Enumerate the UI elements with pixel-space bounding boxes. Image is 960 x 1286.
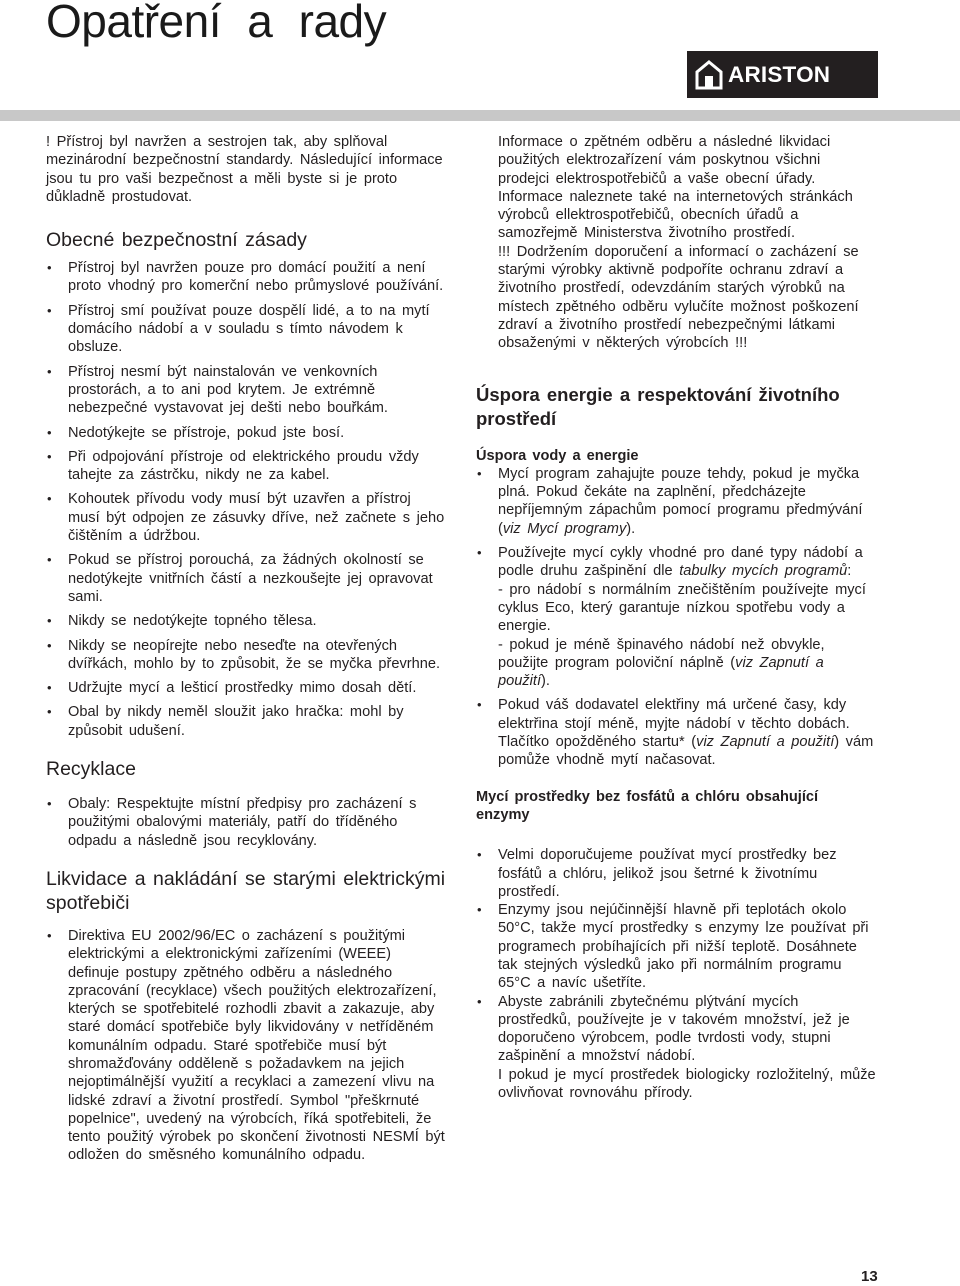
item-text: - pokud je méně špinavého nádobí než obvykle, použijte program poloviční náplně ( bbox=[498, 636, 825, 671]
header-divider bbox=[0, 110, 960, 121]
list-item: • Velmi doporučujeme používat mycí prostředky bez fosfátů a chlóru, jelikož jsou šetrné k životnímu prostředí. bbox=[476, 846, 876, 901]
list-item: • Obal by nikdy neměl sloužit jako hračka: mohl by způsobit udušení. bbox=[46, 703, 448, 740]
water-heading: Úspora vody a energie bbox=[476, 447, 639, 464]
list-item bbox=[476, 696, 876, 769]
water-sub-paragraph bbox=[476, 636, 876, 691]
house-icon bbox=[695, 60, 723, 90]
item-text: ). bbox=[626, 520, 636, 537]
list-item bbox=[476, 544, 876, 581]
list-item: • Obaly: Respektujte místní předpisy pro zacházení s použitými obalovými materiály, patří do tříděného odpadu a následně jsou recyklovány. bbox=[46, 795, 448, 850]
list-item: • Přístroj nesmí být nainstalován ve venkovních prostorách, a to ani pod krytem. Je extrémně nebezpečné vystavovat jej dešti nebo bouřkám. bbox=[46, 363, 448, 418]
detergent-list bbox=[476, 846, 876, 1066]
list-item: • Direktiva EU 2002/96/EC o zacházení s použitými elektrickými a elektronickými zařízeními (WEEE) definuje postupy zpětného odběru a následného zpracování (recyklace) všech použitých elektrozařízení, kterých se spotřebitelé rozhodli zbavit a zakazuje, aby staré domácí spotřebiče byly likvidovány v netříděném komunálním odpadu. Staré spotřebiče musí být shromažďovány odděleně s požadavkem na jejich nejoptimálnější využití a recyklaci a zamezení vlivu na lidské zdraví a životní prostředí. Symbol "přeškrnuté popelnice", uvedený na výrobcích, říká spotřebiteli, že tento použitý výrobek po skončení životnosti NESMÍ být odložen do směsného komunálního odpadu. bbox=[46, 927, 448, 1165]
page-number: 13 bbox=[861, 1268, 878, 1285]
recycle-heading: Recyklace bbox=[46, 758, 136, 781]
detergent-extra-paragraph: I pokud je mycí prostředek biologicky rozložitelný, může ovlivňovat rovnováhu přírody. bbox=[498, 1066, 876, 1102]
list-item: • Kohoutek přívodu vody musí být uzavřen a přístroj musí být odpojen ze zásuvky dříve, než začnete s jeho čištěním a údržbou. bbox=[46, 490, 448, 545]
ariston-logo bbox=[687, 51, 878, 98]
list-item: • Abyste zabránili zbytečnému plýtvání mycích prostředků, používejte je v takovém množství, jež je doporučeno výrobcem, podle tvrdosti vody, stupni zašpinění a množství nádobí. bbox=[476, 993, 876, 1066]
list-item: • Při odpojování přístroje od elektrického proudu vždy tahejte za zástrčku, nikdy ne za kabel. bbox=[46, 448, 448, 485]
recycle-list bbox=[46, 795, 448, 850]
water-list-cont bbox=[476, 696, 876, 769]
list-item bbox=[476, 465, 876, 538]
list-item: • Udržujte mycí a lešticí prostředky mimo dosah dětí. bbox=[46, 679, 448, 697]
list-item: • Nikdy se neopírejte nebo neseďte na otevřených dvířkách, mohlo by to způsobit, že se myčka převrhne. bbox=[46, 637, 448, 674]
item-text: Používejte mycí cykly vhodné pro dané typy nádobí a podle druhu zašpinění dle bbox=[498, 545, 863, 580]
disposal-list bbox=[46, 927, 448, 1165]
logo-text: ARISTON bbox=[728, 61, 831, 87]
item-reference: tabulky mycích programů bbox=[679, 563, 848, 580]
disposal-heading: Likvidace a nakládání se starými elektrickými spotřebiči bbox=[46, 867, 446, 914]
item-text: Pokud váš dodavatel elektřiny má určené časy, kdy elektrřina stojí méně, myjte nádobí v těchto dobách. Tlačítko opožděného startu* ( bbox=[498, 697, 850, 751]
safety-list bbox=[46, 259, 448, 740]
item-reference: viz Mycí programy bbox=[502, 520, 627, 537]
item-reference: viz Zapnutí a použití bbox=[696, 734, 835, 751]
water-list bbox=[476, 465, 876, 581]
right-column bbox=[476, 133, 876, 1102]
item-text: : bbox=[847, 563, 852, 580]
weee-info-paragraph: Informace o zpětném odběru a následné likvidaci použitých elektrozařízení vám poskytnou všichni prodejci elektrospotřebičů a vaše obecní úřady. Informace naleznete také na internetových stránkách výrobců ellektrospotřebičů, obecních úřadů a samozřejmě Ministerstva životního prostředí. bbox=[498, 134, 853, 242]
safety-heading: Obecné bezpečnostní zásady bbox=[46, 229, 307, 252]
weee-warning-paragraph: !!! Dodržením doporučení a informací o zacházení se starými výrobky aktivně podpoříte ochranu zdraví a životního prostředí, odevzdáním starých výrobků na místech zpětného odběru vylučíte možnost poškození zdraví a životního prostředí nebezpečnými látkami obsaženými v některých výrobcích !!! bbox=[498, 243, 859, 352]
left-column bbox=[46, 133, 448, 1165]
item-reference: viz Zapnutí a použití bbox=[498, 654, 824, 690]
detergent-heading: Mycí prostředky bez fosfátů a chlóru obsahující enzymy bbox=[476, 788, 819, 823]
list-item: • Přístroj smí používat pouze dospělí lidé, a to na mytí domácího nádobí a v souladu s tímto návodem k obsluze. bbox=[46, 302, 448, 357]
list-item: • Pokud se přístroj porouchá, za žádných okolností se nedotýkejte vnitřních částí a nezkoušejte jej opravovat sami. bbox=[46, 551, 448, 606]
page-title: Opatření a rady bbox=[46, 0, 387, 47]
water-sub-paragraph: - pro nádobí s normálním znečištěním používejte mycí cyklus Eco, který garantuje nízkou spotřebu vody a energie. bbox=[498, 581, 866, 635]
item-text: Mycí program zahajujte pouze tehdy, pokud je myčka plná. Pokud čekáte na zaplnění, předcházejte nepříjemným zápachům pomocí programu předmývání ( bbox=[498, 465, 863, 537]
list-item: • Nedotýkejte se přístroje, pokud jste bosí. bbox=[46, 424, 448, 442]
energy-heading: Úspora energie a respektování životního prostředí bbox=[476, 383, 840, 429]
list-item: • Enzymy jsou nejúčinnější hlavně při teplotách okolo 50°C, takže mycí prostředky s enzymy lze používat při programech probíhajících při nižší teplotě. Dosáhnete tak stejných výsledků jako při normálním programu 65°C a navíc ušetříte. bbox=[476, 901, 876, 992]
list-item: • Přístroj byl navržen pouze pro domácí použití a není proto vhodný pro komerční nebo průmyslové používání. bbox=[46, 259, 448, 296]
list-item: • Nikdy se nedotýkejte topného tělesa. bbox=[46, 612, 448, 630]
item-text: ) vám pomůže vhodně mytí načasovat. bbox=[498, 734, 874, 769]
item-text: ). bbox=[541, 673, 550, 690]
intro-paragraph: ! Přístroj byl navržen a sestrojen tak, aby splňoval mezinárodní bezpečnostní standardy. Následující informace jsou tu pro vaši bezpečnost a měli byste si je proto důkladně prostudovat. bbox=[46, 134, 443, 205]
